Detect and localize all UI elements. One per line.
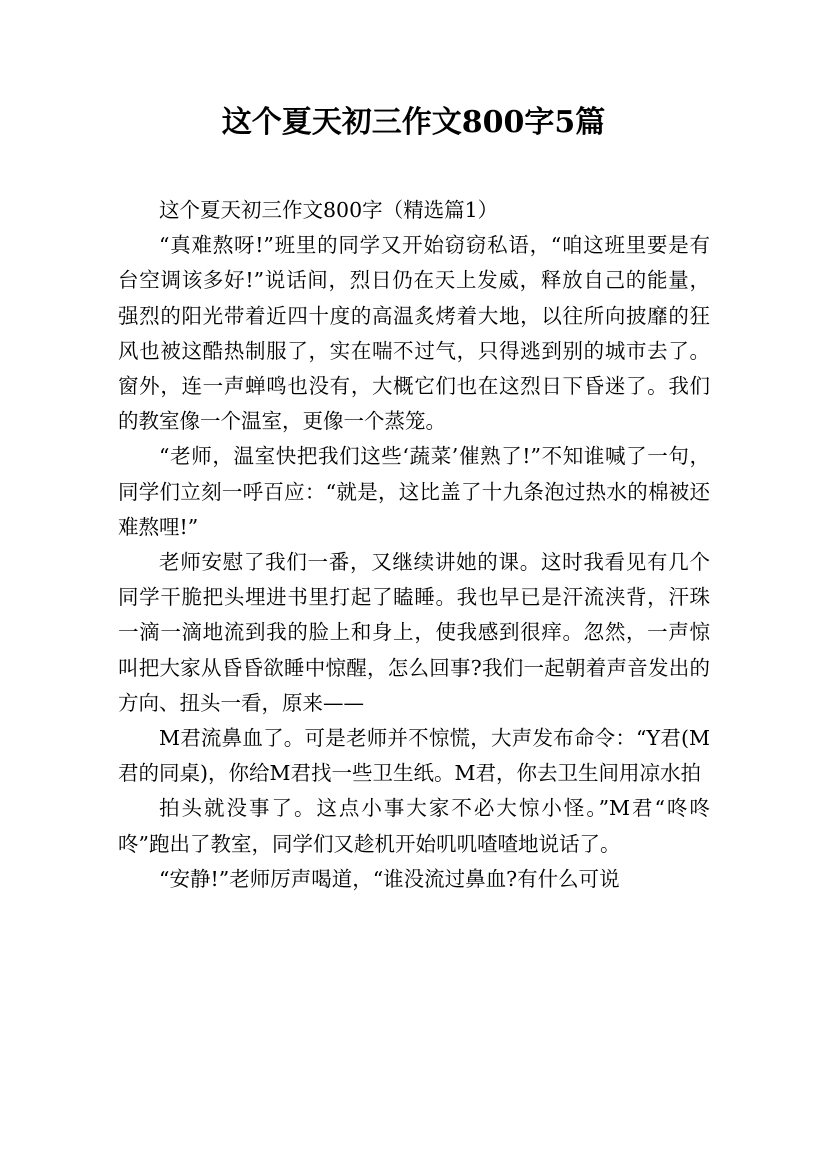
paragraph-1: “真难熬呀!”班里的同学又开始窃窃私语，“咱这班里要是有台空调该多好!”说话间，烈日仍在天上发威，释放自己的能量，强烈的阳光带着近四十度的高温炙烤着大地，以往所向披靡的狂风也被这酷热制服了，实在喘不过气，只得逃到别的城市去了。窗外，连一声蝉鸣也没有，大概它们也在这烈日下昏迷了。我们的教室像一个温室，更像一个蒸笼。 — [118, 233, 710, 434]
paragraph-5: 拍头就没事了。这点小事大家不必大惊小怪。”M君“咚咚咚”跑出了教室，同学们又趁机开始叽叽喳喳地说话了。 — [118, 796, 710, 856]
paragraph-4: M君流鼻血了。可是老师并不惊慌，大声发布命令：“Y君(M君的同桌)，你给M君找一些卫生纸。M君，你去卫生间用凉水拍 — [118, 726, 710, 786]
paragraph-2: “老师，温室快把我们这些‘蔬菜’催熟了!”不知谁喊了一句，同学们立刻一呼百应：“就是，这比盖了十九条泡过热水的棉被还难熬哩!” — [118, 444, 710, 539]
section-heading: 这个夏天初三作文800字（精选篇1） — [159, 198, 499, 222]
document-body — [118, 193, 710, 897]
paragraph-3: 老师安慰了我们一番，又继续讲她的课。这时我看见有几个同学干脆把头埋进书里打起了瞌睡。我也早已是汗流浃背，汗珠一滴一滴地流到我的脸上和身上，使我感到很痒。忽然，一声惊叫把大家从昏昏欲睡中惊醒，怎么回事?我们一起朝着声音发出的方向、扭头一看，原来—— — [118, 550, 710, 715]
paragraph-6: “安静!”老师厉声喝道，“谁没流过鼻血?有什么可说 — [159, 866, 620, 891]
document-title: 这个夏天初三作文800字5篇 — [221, 105, 606, 140]
